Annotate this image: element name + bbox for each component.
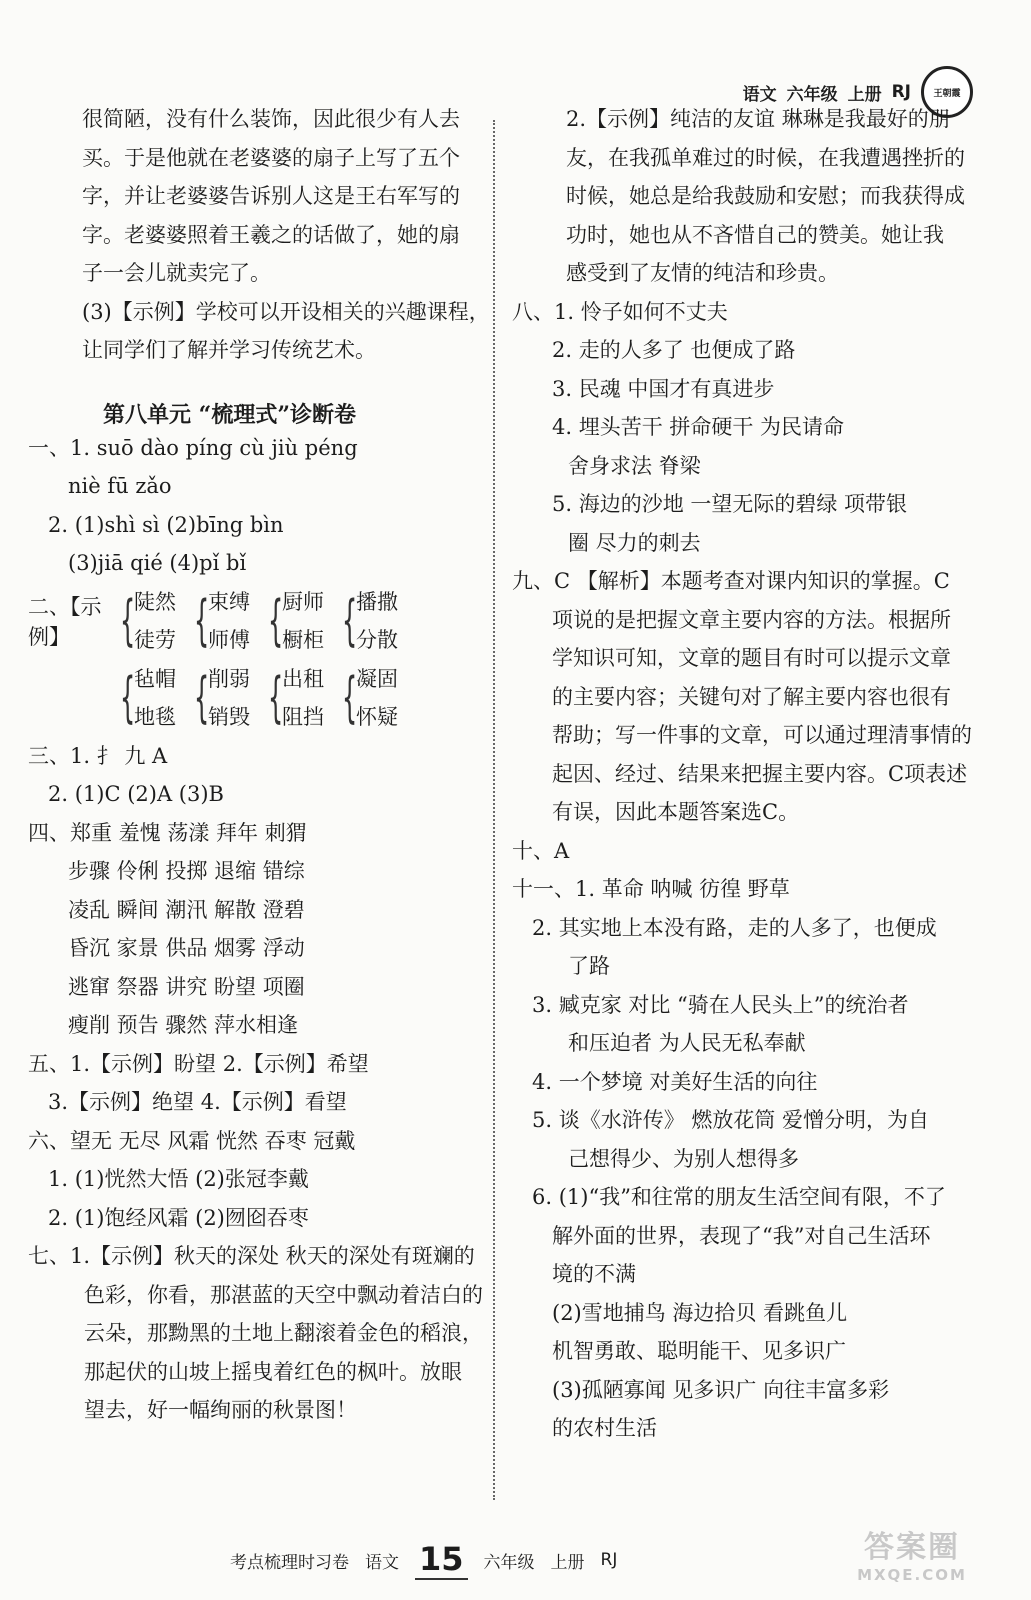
text-line: 凌乱 瞬间 潮汛 解散 澄碧: [68, 897, 305, 922]
text-line: 字，并让老婆婆告诉别人这是王右军写的: [82, 184, 460, 208]
text-line: 七、1.【示例】秋天的深处 秋天的深处有斑斓的: [28, 1244, 475, 1268]
text-line: 6. (1)“我”和往常的朋友生活空间有限，不了: [532, 1185, 946, 1209]
pair-word: 地毯: [134, 705, 176, 729]
text-line: 2. (1)shì sì (2)bīng bìn: [48, 512, 284, 537]
text-line: 感受到了友情的纯洁和珍贵。: [566, 261, 839, 285]
text-line: 1. (1)恍然大悟 (2)张冠李戴: [48, 1167, 309, 1191]
text-line: (3)孤陋寡闻 见多识广 向往丰富多彩: [552, 1377, 890, 1402]
word-pair: [190, 660, 250, 736]
text-line: 五、1.【示例】盼望 2.【示例】希望: [28, 1051, 369, 1076]
text-line: 起因、经过、结果来把握主要内容。C项表述: [552, 761, 968, 786]
brace-mark: {: [267, 666, 284, 729]
text-line: (2)雪地捕鸟 海边拾贝 看跳鱼儿: [552, 1300, 848, 1325]
text-line: 5. 谈《水浒传》 燃放花筒 爱憎分明，为自: [532, 1108, 930, 1132]
text-line: 3. 臧克家 对比 “骑在人民头上”的统治者: [532, 992, 909, 1017]
brace-mark: {: [193, 666, 210, 729]
text-line: 让同学们了解并学习传统艺术。: [82, 338, 376, 362]
text-line: 色彩，你看，那湛蓝的天空中飘动着洁白的: [84, 1282, 483, 1307]
page-number: 15: [415, 1540, 468, 1580]
footer-series: 考点梳理时习卷: [230, 1552, 349, 1573]
text-line: (3)【示例】学校可以开设相关的兴趣课程，: [82, 299, 490, 324]
text-line: 一、1. suō dào píng cù jiù péng: [28, 435, 358, 460]
text-line: 了路: [568, 954, 610, 978]
watermark-title: 答案圈: [864, 1530, 960, 1565]
text-line: 己想得少、为别人想得多: [568, 1146, 799, 1171]
pair-word: 橱柜: [282, 628, 324, 652]
word-pairs-row-1: [116, 583, 412, 659]
section-two-row-2: [28, 660, 478, 737]
section-two-row-1: [28, 583, 478, 660]
footer-volume: 上册: [550, 1552, 585, 1573]
pair-word: 阻挡: [282, 705, 324, 729]
brace-mark: {: [119, 666, 136, 729]
pair-word: 分散: [356, 628, 398, 652]
text-line: 帮助；写一件事的文章，可以通过理清事情的: [552, 723, 972, 747]
footer-edition: RJ: [600, 1550, 618, 1570]
pair-word: 出租: [282, 667, 324, 691]
pair-word: 厨师: [282, 590, 324, 614]
text-line: 2. (1)C (2)A (3)B: [48, 782, 224, 806]
brace-mark: {: [193, 589, 210, 652]
text-line: 4. 一个梦境 对美好生活的向往: [532, 1069, 818, 1094]
text-line: 时候，她总是给我鼓励和安慰；而我获得成: [566, 184, 965, 208]
text-line: 步骤 伶俐 投掷 退缩 错综: [68, 859, 305, 883]
text-line: 很简陋，没有什么装饰，因此很少有人去: [82, 107, 460, 131]
brace-mark: {: [341, 666, 358, 729]
pair-word: 陡然: [134, 590, 176, 614]
text-line: 2. 走的人多了 也便成了路: [552, 338, 796, 362]
text-line: 那起伏的山坡上摇曳着红色的枫叶。放眼: [84, 1359, 462, 1384]
left-column: [28, 100, 490, 1430]
brace-mark: {: [119, 589, 136, 652]
text-line: 十、A: [512, 838, 570, 863]
watermark: [827, 1518, 997, 1588]
text-line: 功时，她也从不吝惜自己的赞美。她让我: [566, 222, 944, 247]
text-line: 和压迫者 为人民无私奉献: [568, 1031, 806, 1055]
header-subject: 语文: [742, 84, 777, 105]
unit-title: 第八单元 “梳理式”诊断卷: [103, 401, 356, 428]
text-line: 有误，因此本题答案选C。: [552, 800, 800, 824]
text-line: 解外面的世界，表现了“我”对自己生活环: [552, 1223, 931, 1248]
brace-mark: {: [341, 589, 358, 652]
text-line: 舍身求法 脊梁: [568, 453, 701, 478]
text-line: 的农村生活: [552, 1416, 657, 1440]
footer-grade: 六年级: [483, 1552, 535, 1573]
text-line: 3.【示例】绝望 4.【示例】看望: [48, 1090, 347, 1114]
text-line: 2. (1)饱经风霜 (2)囫囵吞枣: [48, 1205, 309, 1230]
column-divider: [493, 120, 495, 1500]
page-footer: [230, 1535, 617, 1585]
section-two-label: 二、【示例】: [28, 595, 102, 649]
pair-word: 毡帽: [134, 667, 176, 691]
text-line: 望去，好一幅绚丽的秋景图！: [84, 1398, 357, 1422]
text-line: 瘦削 预告 骤然 萍水相逢: [68, 1013, 299, 1037]
text-line: 十一、1. 革命 呐喊 彷徨 野草: [512, 877, 790, 901]
word-pair: [264, 660, 324, 736]
brace-mark: {: [267, 589, 284, 652]
header-volume: 上册: [847, 84, 882, 105]
word-pair: [338, 660, 398, 736]
pair-word: 徒劳: [134, 628, 176, 652]
watermark-url: MXQE.COM: [857, 1566, 967, 1584]
text-line: 友，在我孤单难过的时候，在我遭遇挫折的: [566, 145, 965, 170]
pair-word: 凝固: [356, 667, 398, 691]
word-pairs-row-2: [116, 660, 412, 736]
pair-word: 播撒: [356, 590, 398, 614]
text-line: 2. 其实地上本没有路，走的人多了，也便成: [532, 915, 937, 940]
pair-word: 削弱: [208, 667, 250, 691]
word-pair: [338, 583, 398, 659]
text-line: 字。老婆婆照着王羲之的话做了，她的扇: [82, 222, 460, 247]
text-line: 机智勇敢、聪明能干、见多识广: [552, 1339, 846, 1363]
brand-logo-text: 王朝霞: [933, 88, 961, 99]
left-continuation-text: [28, 100, 490, 370]
text-line: niè fū zǎo: [68, 474, 172, 498]
text-line: 2.【示例】纯洁的友谊 琳琳是我最好的朋: [566, 107, 950, 131]
text-line: 子一会儿就卖完了。: [82, 261, 271, 285]
text-line: 项说的是把握文章主要内容的方法。根据所: [552, 607, 951, 632]
text-line: 学知识可知，文章的题目有时可以提示文章: [552, 646, 951, 670]
word-pair: [190, 583, 250, 659]
right-answers-list: [512, 100, 982, 1448]
left-answers-list: [28, 737, 483, 1430]
text-line: 逃窜 祭器 讲究 盼望 项圈: [68, 974, 305, 999]
text-line: 三、1. 扌 九 A: [28, 743, 168, 768]
text-line: 4. 埋头苦干 拼命硬干 为民请命: [552, 415, 845, 439]
word-pair: [116, 583, 176, 659]
text-line: 5. 海边的沙地 一望无际的碧绿 项带银: [552, 492, 908, 516]
text-line: 境的不满: [552, 1262, 636, 1286]
text-line: 昏沉 家景 供品 烟雾 浮动: [68, 936, 305, 960]
text-line: 九、C 【解析】本题考查对课内知识的掌握。C: [512, 569, 950, 593]
footer-subject: 语文: [365, 1552, 399, 1573]
right-column: [512, 100, 982, 1448]
pair-word: 怀疑: [356, 705, 398, 729]
pair-word: 束缚: [208, 590, 250, 614]
text-line: (3)jiā qié (4)pǐ bǐ: [68, 551, 247, 575]
text-line: 圈 尽力的刺去: [568, 530, 701, 555]
text-line: 3. 民魂 中国才有真进步: [552, 376, 775, 401]
word-pair: [264, 583, 324, 659]
pair-word: 销毁: [208, 705, 250, 729]
text-line: 四、郑重 羞愧 荡漾 拜年 刺猬: [28, 820, 307, 845]
text-line: 的主要内容；关键句对了解主要内容也很有: [552, 684, 951, 709]
text-line: 云朵，那黝黑的土地上翻滚着金色的稻浪，: [84, 1321, 483, 1345]
pair-word: 师傅: [208, 628, 250, 652]
text-line: 八、1. 怜子如何不丈夫: [512, 299, 728, 324]
header-grade: 六年级: [786, 84, 838, 105]
header-edition: RJ: [891, 82, 911, 102]
word-pair: [116, 660, 176, 736]
section-one-answers: [28, 429, 478, 583]
text-line: 六、望无 无尽 风霜 恍然 吞枣 冠戴: [28, 1128, 356, 1153]
text-line: 买。于是他就在老婆婆的扇子上写了五个: [82, 145, 460, 170]
